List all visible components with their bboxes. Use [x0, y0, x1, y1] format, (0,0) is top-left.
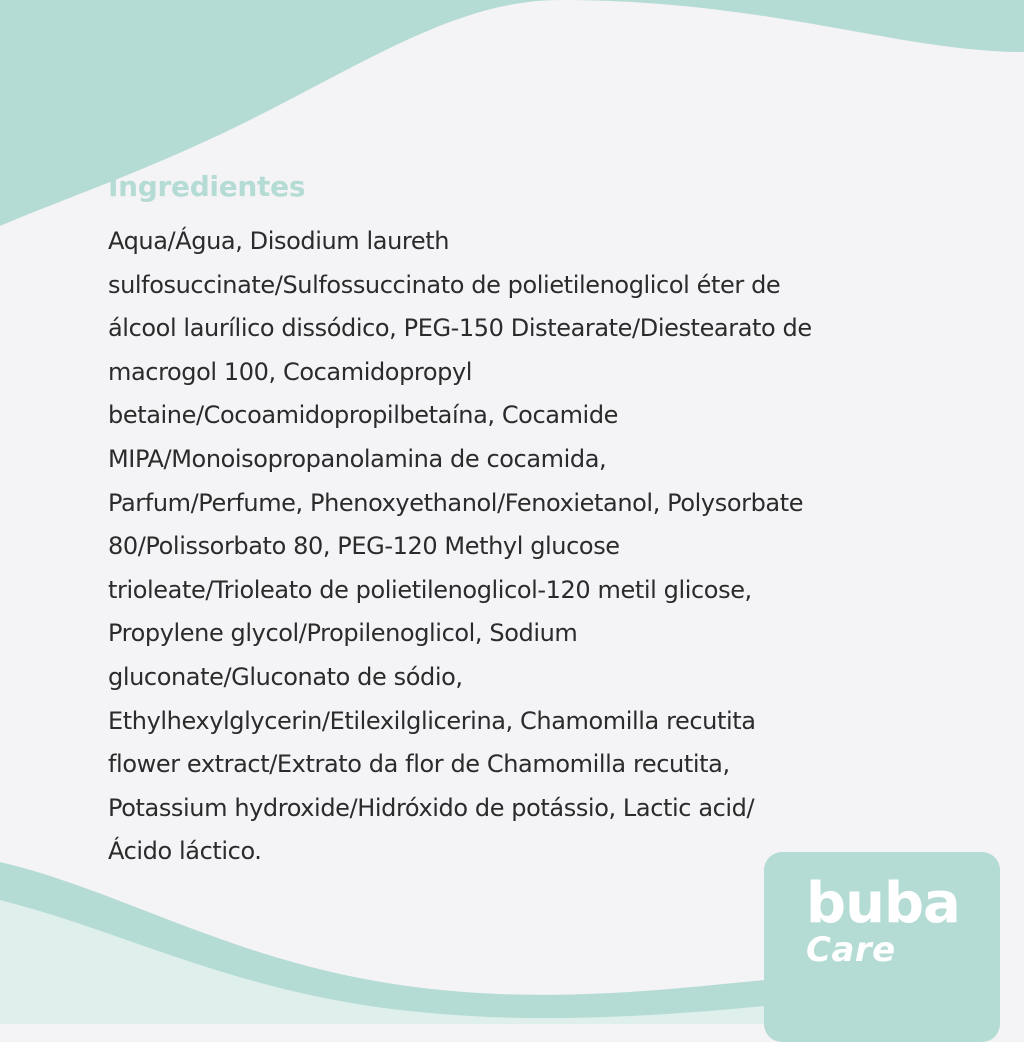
ingredient-line: sulfosuccinate/Sulfossuccinato de polietilenoglicol éter de: [108, 270, 781, 299]
ingredient-line: MIPA/Monoisopropanolamina de cocamida,: [108, 444, 607, 473]
logo-line: Care: [806, 930, 896, 970]
ingredient-line: betaine/Cocoamidopropilbetaína, Cocamide: [108, 401, 619, 430]
ingredient-line: Aqua/Água, Disodium laureth: [108, 227, 450, 255]
ingredient-line: flower extract/Extrato da flor de Chamomilla recutita,: [108, 750, 730, 779]
ingredients-heading: Ingredientes: [108, 170, 306, 203]
ingredient-line: macrogol 100, Cocamidopropyl: [108, 357, 473, 386]
ingredients-text: [108, 220, 1008, 874]
ingredient-line: Ethylhexylglycerin/Etilexilglicerina, Chamomilla recutita: [108, 706, 756, 735]
ingredient-line: 80/Polissorbato 80, PEG-120 Methyl glucose: [108, 532, 620, 561]
ingredient-line: álcool laurílico dissódico, PEG-150 Distearate/Diestearato de: [108, 314, 812, 343]
ingredients-section: [108, 168, 1008, 874]
ingredient-line: gluconate/Gluconato de sódio,: [108, 662, 463, 691]
logo-brand: buba: [806, 871, 960, 936]
ingredient-line: Ácido láctico.: [108, 837, 262, 866]
ingredient-line: trioleate/Trioleato de polietilenoglicol-120 metil glicose,: [108, 575, 752, 604]
ingredient-line: Propylene glycol/Propilenoglicol, Sodium: [108, 619, 578, 648]
buba-care-logo: [806, 872, 966, 968]
ingredient-line: Potassium hydroxide/Hidróxido de potássio, Lactic acid/: [108, 793, 755, 822]
ingredient-line: Parfum/Perfume, Phenoxyethanol/Fenoxietanol, Polysorbate: [108, 488, 804, 517]
